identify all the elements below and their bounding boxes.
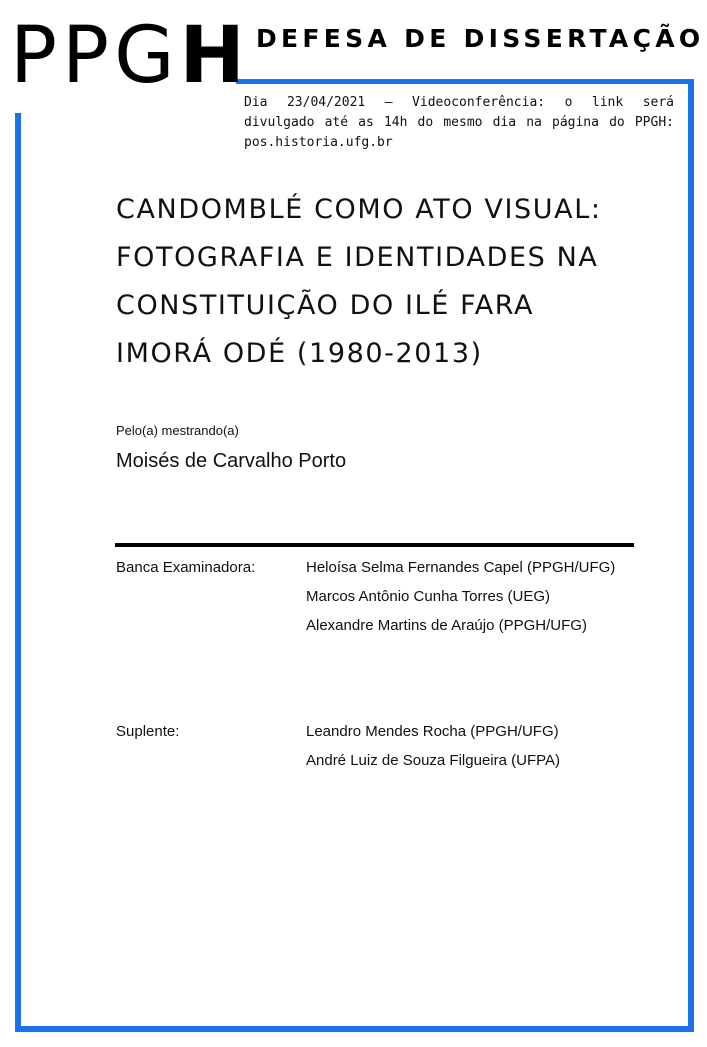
committee-member-list <box>306 553 615 640</box>
frame-left-border <box>15 113 21 1032</box>
frame-top-border <box>236 79 694 84</box>
author-caption: Pelo(a) mestrando(a) <box>116 423 239 438</box>
thesis-title-line: FOTOGRAFIA E IDENTIDADES NA <box>116 242 599 273</box>
alternates-member-list <box>306 717 560 775</box>
thesis-title-line: CONSTITUIÇÃO DO ILÉ FARA <box>116 290 535 321</box>
logo-text-bold: H <box>179 11 250 101</box>
thesis-title-line: IMORÁ ODÉ (1980-2013) <box>116 338 483 369</box>
committee-member: Heloísa Selma Fernandes Capel (PPGH/UFG) <box>306 559 616 576</box>
logo-text-main: PPG <box>10 11 180 101</box>
frame-bottom-border <box>15 1026 694 1032</box>
section-divider <box>115 543 634 547</box>
alternates-label: Suplente: <box>116 723 180 740</box>
alternate-member: André Luiz de Souza Filgueira (UFPA) <box>306 752 561 769</box>
author-name: Moisés de Carvalho Porto <box>116 450 347 472</box>
session-info-text: Dia 23/04/2021 – Videoconferência: o link será divulgado até as 14h do mesmo dia na página do PPGH: pos.historia.ufg.br <box>244 95 674 150</box>
thesis-title-line: CANDOMBLÉ COMO ATO VISUAL: <box>116 194 602 225</box>
committee-member: Marcos Antônio Cunha Torres (UEG) <box>306 588 550 605</box>
ppgh-logo <box>10 11 250 101</box>
thesis-title <box>116 186 656 378</box>
alternate-member: Leandro Mendes Rocha (PPGH/UFG) <box>306 723 559 740</box>
frame-right-border <box>688 79 694 1032</box>
committee-member: Alexandre Martins de Araújo (PPGH/UFG) <box>306 617 587 634</box>
committee-label: Banca Examinadora: <box>116 559 256 576</box>
document-type-heading: DEFESA DE DISSERTAÇÃO <box>256 24 705 53</box>
